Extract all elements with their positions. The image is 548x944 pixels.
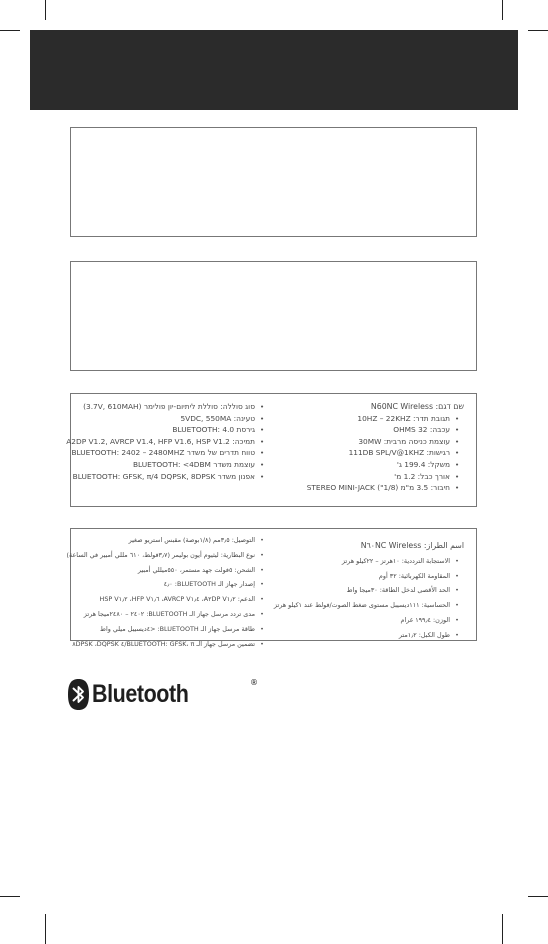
spec-line: •משקל: 199.4 ג' — [396, 459, 460, 469]
registered-mark: ® — [250, 678, 258, 687]
arabic-specs-left-column — [66, 533, 269, 651]
spec-line: •تضمين مرسل جهاز الـ BLUETOOTH: GFSK، π/٤ DQPSK، ٨DPSK — [72, 639, 264, 648]
spec-line: •חיבור: 3.5 מ"מ (1/8") STEREO MINI-JACK — [306, 483, 460, 493]
bluetooth-rune-icon — [68, 679, 89, 710]
spec-line: •טווח תדרים של משדר BLUETOOTH: 2402 – 2480MHZ — [71, 448, 265, 458]
spec-line: •עוצמת כניסה מרבית: 30MW — [358, 436, 460, 446]
spec-line: •المقاومة الكهربائية: ٣٢ أوم — [378, 571, 459, 580]
crop-mark-top-left — [45, 0, 46, 20]
hebrew-specs-right-column — [276, 401, 464, 494]
spec-line: •الحد الأقصى لدخل الطاقة: ٣٠ميجا واط — [346, 586, 459, 595]
spec-line: •طاقة مرسل جهاز الـ BLUETOOTH: <٤ديسيبل ميلي واط — [100, 624, 264, 633]
header-bar — [30, 30, 518, 110]
spec-line: •עוצמת משדר BLUETOOTH: <4DBM — [132, 459, 265, 469]
hebrew-specs-left-column — [66, 401, 269, 482]
hebrew-specs-box — [66, 393, 477, 507]
spec-line: •الحساسية: ١١١ديسيبل مستوى ضغط الصوت/فولط عند ١كيلو هرتز — [273, 601, 459, 610]
spec-line: •רגישות: 111DB SPL/V@1KHZ — [348, 448, 460, 458]
arabic-specs-box — [66, 528, 477, 648]
spec-line: •إصدار جهاز الـ BLUETOOTH: ٤٫٠ — [163, 580, 264, 589]
crop-mark-right-top — [528, 30, 548, 31]
crop-mark-right-bottom — [528, 896, 548, 897]
bluetooth-wordmark: Bluetooth — [92, 679, 189, 708]
spec-line: •עכבה: 32 OHMS — [393, 425, 460, 435]
bluetooth-logo — [68, 674, 258, 714]
spec-line: •גירסת BLUETOOTH: 4.0 — [172, 425, 265, 435]
spec-line: •مدى تردد مرسل جهاز الـ BLUETOOTH: ٢٤٠٢ – ٢٤٨٠ميجا هرتز — [83, 609, 264, 618]
spec-line: •نوع البطارية: ليثيوم أيون بوليمر (٣٫٧فولط، ٦١٠ مللي أمبير في الساعة) — [66, 550, 264, 559]
crop-mark-top-right — [502, 0, 503, 20]
crop-mark-left-top — [0, 30, 20, 31]
spec-line: •טעינה: 5VDC, 550MA — [180, 413, 265, 423]
blank-box-2 — [70, 261, 477, 371]
spec-line: •תמיכה: A2DP V1.2, AVRCP V1.4, HFP V1.6, HSP V1.2 — [66, 436, 265, 446]
spec-line: •אורך כבל: 1.2 מ' — [394, 471, 460, 481]
arabic-specs-right-column — [273, 539, 464, 643]
crop-mark-left-bottom — [0, 896, 20, 897]
spec-line: •الدعم: A٢DP V١٫٢، AVRCP V١٫٤، HFP V١٫٦، HSP V١٫٢ — [99, 595, 264, 604]
spec-line: •סוג סוללה: סוללת ליתיום-יון פולימר (3.7V, 610MAH) — [83, 402, 265, 411]
spec-line: •الاستجابة الترددية: ١٠هرتز – ٢٢كيلو هرتز — [341, 556, 459, 565]
spec-line: •الشحن: ٥فولت جهد مستمر، ٥٥٠ميللي أمبير — [137, 565, 264, 574]
spec-line: •طول الكبل: ١٫٢متر — [398, 630, 459, 639]
crop-mark-bottom-left — [45, 914, 46, 944]
spec-line: •תגובת תדר: 10HZ – 22KHZ — [357, 413, 460, 423]
blank-box-1 — [70, 127, 477, 237]
spec-line: •التوصيل: ٣٫٥مم (١/٨بوصة) مقبس استريو صغير — [128, 536, 264, 544]
crop-mark-bottom-right — [502, 914, 503, 944]
spec-line: שם דגם: N60NC Wireless — [370, 402, 464, 411]
spec-line: •الوزن: ١٩٩٫٤ غرام — [400, 615, 459, 624]
spec-line: اسم الطراز: N٦٠NC Wireless — [360, 541, 464, 550]
spec-line: •אפנון משדר BLUETOOTH: GFSK, π/4 DQPSK, 8DPSK — [72, 471, 265, 481]
